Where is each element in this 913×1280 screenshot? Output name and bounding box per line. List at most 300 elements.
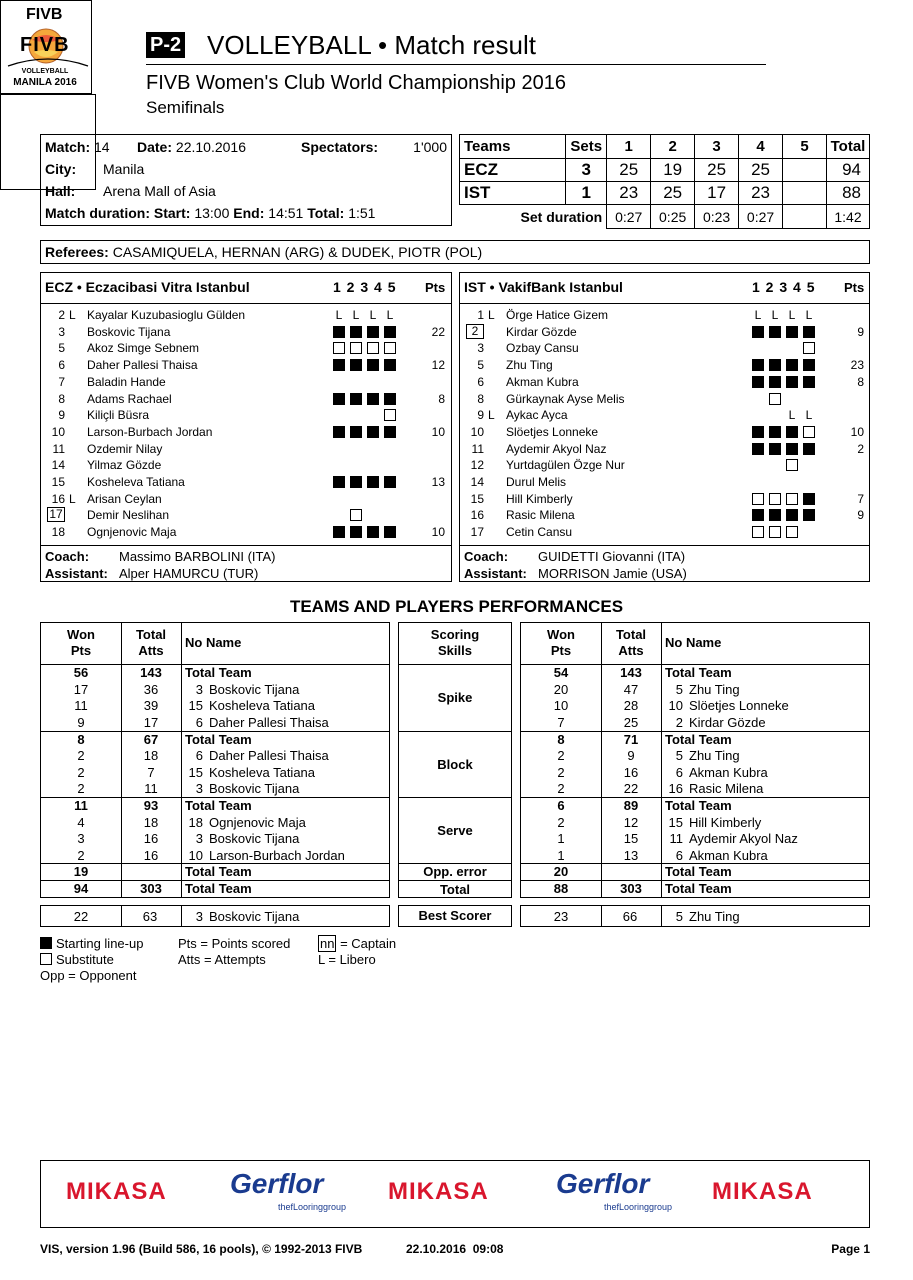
total-duration: 1:42 (826, 205, 869, 229)
won-points: 2 (77, 847, 85, 863)
end-label: End: (233, 205, 265, 221)
footer-version: VIS, version 1.96 (Build 586, 16 pools), © 1992-2013 FIVB (40, 1242, 363, 1256)
player-name: Kiliçli Büsra (87, 408, 150, 423)
player-points: 8 (438, 391, 445, 406)
fivb-logo-text: FIVB (20, 34, 70, 56)
coach-label: Coach: (464, 549, 509, 564)
starting-square-icon (803, 376, 815, 388)
player-number: 3 (477, 341, 484, 356)
player-name: Aydemir Akyol Naz (689, 831, 798, 846)
hall-value: Arena Mall of Asia (103, 183, 216, 199)
player-no: 10 (668, 698, 683, 713)
attempts: 143 (620, 665, 642, 680)
total-header: Total (615, 627, 647, 642)
player-row (460, 457, 869, 473)
player-name: Daher Pallesi Thaisa (209, 748, 329, 763)
player-row (460, 340, 869, 356)
substitute-square-icon (350, 509, 362, 521)
player-points: 9 (857, 324, 864, 339)
set-score: 23 (607, 182, 651, 205)
libero-mark: L (788, 308, 796, 322)
player-number: 5 (477, 358, 484, 373)
player-row (41, 491, 451, 507)
set-duration: 0:27 (607, 205, 651, 229)
start-time: 13:00 (194, 205, 230, 221)
player-number: 18 (51, 525, 65, 540)
divider (460, 545, 869, 546)
player-number: 2 (58, 308, 65, 322)
fivb-swoosh-icon (6, 56, 90, 68)
coach-name: GUIDETTI Giovanni (ITA) (538, 549, 686, 564)
starting-square-icon (769, 359, 781, 371)
attempts: 18 (143, 814, 159, 830)
player-no: 5 (675, 681, 683, 697)
city-label: City: (45, 161, 77, 177)
player-number: 10 (470, 424, 484, 439)
starting-square-icon (803, 493, 815, 505)
starting-square-icon (769, 443, 781, 455)
player-name: Arisan Ceylan (87, 491, 162, 506)
phase: Semifinals (146, 98, 225, 117)
assistant-name: Alper HAMURCU (TUR) (119, 566, 259, 581)
won-points: 2 (77, 748, 85, 763)
starting-square-icon (40, 937, 52, 949)
team-a-coach (45, 549, 276, 564)
starting-square-icon (786, 509, 798, 521)
player-no: 15 (668, 814, 683, 830)
set-score: 19 (651, 159, 695, 182)
th-total: Total (826, 135, 869, 159)
set-columns-header: 1 2 3 4 5 (752, 279, 815, 295)
score-row-ist (460, 182, 870, 205)
player-row (460, 524, 869, 540)
player-name: Daher Pallesi Thaisa (87, 358, 198, 373)
won-points: 94 (73, 880, 89, 896)
attempts: 47 (623, 681, 639, 697)
report-code: P-2 (146, 32, 185, 58)
skills-header: Skills (438, 643, 472, 658)
won-points: 2 (557, 814, 565, 830)
substitute-square-icon (384, 342, 396, 354)
player-name: Slöetjes Lonneke (689, 698, 789, 713)
player-number: 17 (47, 507, 65, 522)
starting-square-icon (367, 359, 379, 371)
libero-flag: L (488, 408, 495, 423)
starting-square-icon (786, 443, 798, 455)
player-number: 11 (52, 441, 65, 456)
team-b-coach (464, 549, 685, 564)
starting-square-icon (333, 359, 345, 371)
player-number: 5 (58, 341, 65, 356)
player-points: 22 (431, 324, 445, 339)
player-name: Total Team (665, 798, 732, 813)
divider (41, 545, 451, 546)
player-name: Kosheleva Tatiana (209, 764, 316, 780)
player-number: 16 (51, 491, 65, 506)
coach-label: Coach: (45, 549, 90, 564)
substitute-square-icon (40, 953, 52, 965)
player-name: Total Team (185, 880, 252, 896)
set-score (783, 182, 827, 205)
legend-libero: L = Libero (318, 952, 376, 967)
won-points: 88 (553, 880, 569, 896)
libero-mark: L (771, 308, 779, 322)
player-row (41, 474, 451, 490)
player-row (41, 507, 451, 523)
mikasa-logo: MIKASA (66, 1178, 167, 1205)
set-duration (783, 205, 827, 229)
player-name: Kirdar Gözde (689, 714, 766, 730)
player-number: 11 (471, 441, 484, 456)
legend-text: Starting line-up (56, 936, 144, 951)
won-header: Won (547, 627, 575, 642)
libero-mark: L (805, 408, 813, 423)
libero-flag: L (69, 491, 76, 506)
duration-label: Match duration: (45, 205, 150, 221)
won-points: 11 (74, 698, 88, 713)
team-b-roster (459, 272, 870, 582)
legend-abbrev (178, 936, 290, 968)
won-points: 2 (77, 764, 85, 780)
player-no: 2 (675, 714, 683, 730)
total-label: Total: (307, 205, 345, 221)
legend-text: Substitute (56, 952, 114, 967)
substitute-square-icon (384, 409, 396, 421)
substitute-square-icon (367, 342, 379, 354)
skill-label: Serve (437, 823, 473, 838)
player-row (41, 457, 451, 473)
divider (460, 303, 869, 304)
attempts: 11 (144, 781, 158, 796)
player-number: 2 (466, 324, 484, 339)
player-no: 3 (195, 831, 203, 846)
attempts: 13 (623, 847, 639, 863)
starting-square-icon (367, 393, 379, 405)
player-name: Total Team (185, 731, 252, 747)
player-name: Zhu Ting (689, 681, 740, 697)
player-row (460, 374, 869, 390)
legend-captain (318, 936, 396, 952)
won-points: 10 (553, 698, 569, 713)
footer-page: Page 1 (831, 1242, 870, 1256)
pts-header: Pts (550, 643, 572, 658)
attempts: 15 (623, 831, 639, 846)
player-row (460, 407, 869, 423)
player-points: 8 (857, 374, 864, 389)
player-name: Total Team (185, 864, 252, 879)
won-points: 2 (77, 781, 85, 796)
legend-opponent: Opp = Opponent (40, 968, 137, 983)
pts-header: Pts (425, 280, 446, 295)
won-points: 8 (557, 731, 565, 747)
attempts: 93 (143, 798, 159, 813)
team-b-title: IST • VakifBank Istanbul (464, 279, 623, 295)
player-name: Rasic Milena (689, 781, 764, 796)
attempts: 36 (143, 681, 159, 697)
player-no: 15 (188, 764, 203, 780)
player-row (41, 524, 451, 540)
player-name: Yurtdagülen Özge Nur (506, 458, 625, 473)
date-row (137, 139, 246, 155)
won-points: 2 (557, 764, 565, 780)
event-name: FIVB Women's Club World Championship 2016 (146, 72, 566, 94)
player-name: Total Team (665, 665, 732, 680)
player-number: 1 (477, 308, 484, 322)
won-points: 2 (557, 781, 565, 796)
player-name: Baladin Hande (87, 374, 166, 389)
team-code: ECZ (460, 159, 566, 182)
event-logo-sub2: MANILA 2016 (13, 77, 77, 88)
substitute-square-icon (333, 342, 345, 354)
player-name: Larson-Burbach Jordan (87, 424, 213, 439)
won-points: 54 (553, 665, 569, 680)
substitute-square-icon (803, 426, 815, 438)
player-name: Kirdar Gözde (506, 324, 577, 339)
group-divider (399, 797, 511, 798)
won-pts-header (41, 627, 121, 659)
player-points: 2 (857, 441, 864, 456)
attempts: 12 (623, 814, 639, 830)
starting-square-icon (350, 476, 362, 488)
starting-square-icon (333, 326, 345, 338)
attempts: 16 (623, 764, 639, 780)
player-name: Total Team (665, 864, 732, 879)
player-name: Ozdemir Nilay (87, 441, 163, 456)
no-name-header: No Name (185, 635, 242, 650)
th-teams: Teams (460, 135, 566, 159)
starting-square-icon (769, 509, 781, 521)
attempts: 143 (140, 665, 162, 680)
duration-row (45, 205, 375, 221)
best-no: 3 (195, 909, 203, 924)
gerflor-logo: Gerflor (556, 1168, 650, 1199)
scoring-skills-column (398, 622, 512, 898)
player-name: Boskovic Tijana (209, 781, 300, 796)
player-points: 12 (431, 358, 445, 373)
gerflor-tagline: thefLooringgroup (604, 1202, 673, 1212)
attempts: 28 (623, 698, 639, 713)
player-row (460, 324, 869, 340)
player-name: Larson-Burbach Jordan (209, 847, 345, 863)
best-pts: 22 (73, 909, 89, 924)
won-points: 1 (557, 831, 565, 846)
total-time: 1:51 (348, 205, 376, 221)
best-scorer-label: Best Scorer (398, 905, 512, 927)
gerflor-tagline: thefLooringgroup (278, 1202, 347, 1212)
atts-header: Atts (138, 643, 164, 658)
team-b-assistant (464, 566, 687, 581)
player-row (41, 324, 451, 340)
substitute-square-icon (769, 526, 781, 538)
player-name: Zhu Ting (506, 358, 553, 373)
player-number: 6 (58, 358, 65, 373)
best-atts: 66 (622, 909, 638, 924)
substitute-square-icon (786, 459, 798, 471)
libero-flag: L (488, 308, 495, 322)
starting-square-icon (769, 376, 781, 388)
referees-box (40, 240, 870, 264)
substitute-square-icon (752, 526, 764, 538)
won-points: 8 (77, 731, 85, 747)
won-header: Won (67, 627, 95, 642)
set-score: 23 (739, 182, 783, 205)
player-no: 5 (675, 748, 683, 763)
attempts: 39 (143, 698, 159, 713)
starting-square-icon (752, 443, 764, 455)
attempts: 71 (623, 731, 639, 747)
divider (41, 303, 451, 304)
player-row (41, 391, 451, 407)
starting-square-icon (333, 393, 345, 405)
starting-square-icon (384, 426, 396, 438)
won-points: 17 (73, 681, 89, 697)
team-a-title: ECZ • Eczacibasi Vitra Istanbul (45, 279, 250, 295)
th-set1: 1 (607, 135, 651, 159)
pts-header: Pts (70, 643, 92, 658)
player-row (460, 491, 869, 507)
sets-won: 1 (566, 182, 607, 205)
start-label: Start: (153, 205, 191, 221)
player-name: Aydemir Akyol Naz (506, 441, 607, 456)
spectators-label: Spectators: (301, 139, 379, 155)
player-number: 17 (470, 525, 484, 540)
assistant-label: Assistant: (464, 566, 527, 581)
total-points: 88 (826, 182, 869, 205)
player-name: Kosheleva Tatiana (87, 475, 185, 489)
starting-square-icon (350, 326, 362, 338)
legend-substitute (40, 952, 143, 968)
player-number: 3 (58, 324, 65, 339)
set-duration: 0:27 (739, 205, 783, 229)
set-score: 17 (695, 182, 739, 205)
player-points: 10 (850, 424, 864, 439)
player-name: Adams Rachael (87, 391, 172, 406)
starting-square-icon (367, 326, 379, 338)
group-divider (399, 731, 511, 732)
team-b-performance-table (520, 622, 870, 898)
libero-mark: L (754, 308, 762, 322)
starting-square-icon (367, 526, 379, 538)
player-number: 14 (470, 475, 484, 489)
group-divider (399, 880, 511, 881)
mikasa-logo: MIKASA (388, 1178, 489, 1205)
player-row (41, 407, 451, 423)
starting-square-icon (786, 426, 798, 438)
attempts: 89 (623, 798, 639, 813)
title-divider (146, 64, 766, 65)
assistant-label: Assistant: (45, 566, 108, 581)
sets-won: 3 (566, 159, 607, 182)
player-name: Akoz Simge Sebnem (87, 341, 200, 356)
th-set3: 3 (695, 135, 739, 159)
player-number: 16 (470, 508, 484, 523)
won-pts-header (521, 627, 601, 659)
starting-square-icon (752, 359, 764, 371)
player-row (41, 307, 451, 323)
cell-divider (661, 906, 662, 926)
player-name: Total Team (665, 731, 732, 747)
won-points: 20 (553, 681, 569, 697)
starting-square-icon (350, 393, 362, 405)
skill-label: Opp. error (423, 864, 487, 880)
best-no: 5 (675, 909, 683, 924)
starting-square-icon (333, 426, 345, 438)
date-label: Date: (137, 139, 173, 155)
starting-square-icon (367, 476, 379, 488)
report-title: VOLLEYBALL • Match result (207, 30, 536, 60)
player-name: Boskovic Tijana (209, 681, 300, 697)
starting-square-icon (384, 476, 396, 488)
total-atts-header (601, 627, 661, 659)
player-points: 10 (431, 424, 445, 439)
player-no: 11 (669, 831, 683, 846)
player-no: 16 (668, 781, 683, 796)
player-number: 15 (470, 491, 484, 506)
best-pts: 23 (553, 909, 569, 924)
end-time: 14:51 (268, 205, 304, 221)
set-score: 25 (739, 159, 783, 182)
gerflor-logo: Gerflor (230, 1168, 324, 1199)
starting-square-icon (384, 359, 396, 371)
starting-square-icon (803, 326, 815, 338)
player-number: 9 (58, 408, 65, 423)
attempts: 16 (143, 847, 159, 863)
won-points: 20 (553, 864, 569, 879)
match-row (45, 139, 110, 155)
player-points: 9 (857, 508, 864, 523)
set-columns-header: 1 2 3 4 5 (333, 279, 396, 295)
starting-square-icon (384, 393, 396, 405)
pts-header: Pts (844, 280, 865, 295)
substitute-square-icon (786, 493, 798, 505)
attempts: 67 (143, 731, 159, 747)
starting-square-icon (333, 526, 345, 538)
won-points: 19 (73, 864, 89, 879)
match-label: Match: (45, 139, 91, 155)
performances-title: TEAMS AND PLAYERS PERFORMANCES (289, 597, 624, 616)
total-atts-header (121, 627, 181, 659)
coach-name: Massimo BARBOLINI (ITA) (119, 549, 276, 564)
player-number: 8 (477, 391, 484, 406)
legend-pts: Pts = Points scored (178, 936, 291, 951)
attempts: 18 (143, 748, 159, 763)
set-duration-label: Set duration (460, 205, 607, 229)
hall-label: Hall: (45, 183, 76, 199)
player-no: 6 (195, 748, 203, 763)
player-number: 14 (51, 458, 65, 473)
starting-square-icon (367, 426, 379, 438)
won-points: 11 (74, 798, 88, 813)
player-name: Akman Kubra (506, 374, 579, 389)
scoring-skills-header (399, 627, 511, 659)
libero-mark: L (805, 308, 813, 322)
substitute-square-icon (769, 393, 781, 405)
player-row (41, 357, 451, 373)
team-b-player-list (460, 307, 869, 543)
substitute-square-icon (350, 342, 362, 354)
player-name: Ognjenovic Maja (209, 814, 306, 830)
starting-square-icon (786, 359, 798, 371)
group-divider (399, 664, 511, 665)
player-name: Demir Neslihan (87, 508, 170, 523)
starting-square-icon (350, 526, 362, 538)
player-no: 15 (188, 698, 203, 713)
attempts: 303 (140, 880, 162, 896)
attempts: 22 (623, 781, 639, 796)
player-name: Cetin Cansu (506, 525, 573, 540)
starting-square-icon (769, 326, 781, 338)
player-name: Total Team (185, 665, 252, 680)
